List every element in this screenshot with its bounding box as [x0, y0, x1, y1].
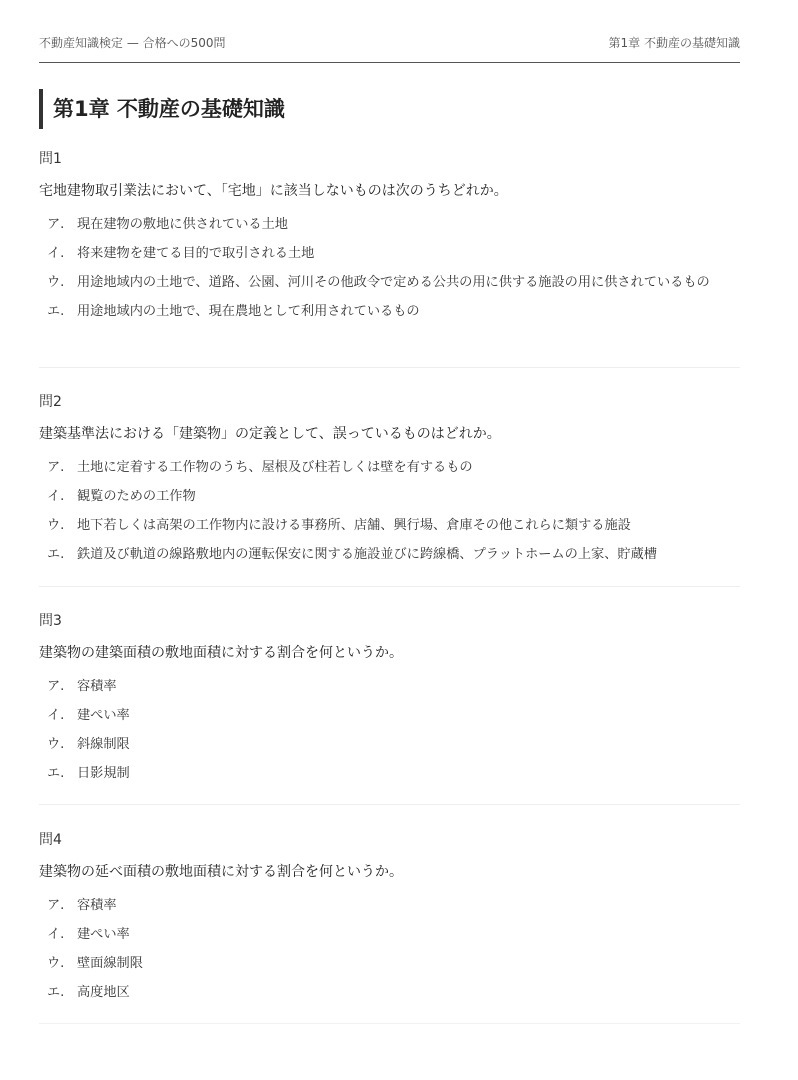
question-text: 宅地建物取引業法において、「宅地」に該当しないものは次のうちどれか。 — [39, 183, 508, 199]
choice-mark: ウ. — [47, 737, 65, 752]
choice-text: 鉄道及び軌道の線路敷地内の運転保安に関する施設並びに跨線橋、プラットホームの上家、貯蔵槽 — [77, 547, 657, 562]
choice-e — [39, 543, 740, 566]
choice-mark: エ. — [47, 985, 65, 1000]
choice-text: 壁面線制限 — [77, 956, 143, 971]
choice-mark: エ. — [47, 304, 65, 319]
question-number: 問4 — [39, 832, 62, 848]
choice-text: 土地に定着する工作物のうち、屋根及び柱若しくは壁を有するもの — [77, 460, 473, 475]
choice-text: 容積率 — [77, 679, 117, 694]
choice-mark: ウ. — [47, 275, 65, 290]
choice-u — [39, 514, 740, 537]
choice-list — [39, 894, 740, 1004]
choice-text: 斜線制限 — [77, 737, 130, 752]
choice-mark: ア. — [47, 460, 65, 475]
choice-mark: エ. — [47, 547, 65, 562]
choice-a — [39, 213, 740, 236]
choice-i — [39, 704, 740, 727]
question-2 — [39, 392, 740, 587]
choice-text: 日影規制 — [77, 766, 130, 781]
choice-a — [39, 894, 740, 917]
choice-mark: イ. — [47, 708, 65, 723]
choice-list — [39, 213, 740, 323]
choice-e — [39, 300, 740, 323]
choice-text: 将来建物を建てる目的で取引される土地 — [77, 246, 315, 261]
choice-text: 容積率 — [77, 898, 117, 913]
choice-text: 用途地域内の土地で、現在農地として利用されているもの — [77, 304, 420, 319]
running-header — [39, 0, 740, 63]
choice-mark: イ. — [47, 927, 65, 942]
choice-mark: イ. — [47, 489, 65, 504]
choice-i — [39, 485, 740, 508]
choice-text: 建ぺい率 — [77, 708, 130, 723]
question-text: 建築物の建築面積の敷地面積に対する割合を何というか。 — [39, 645, 403, 661]
choice-u — [39, 271, 740, 294]
choice-mark: ア. — [47, 217, 65, 232]
running-chapter-title: 第1章 不動産の基礎知識 — [608, 36, 740, 50]
choice-u — [39, 952, 740, 975]
choice-text: 建ぺい率 — [77, 927, 130, 942]
choice-mark: ア. — [47, 679, 65, 694]
question-4 — [39, 830, 740, 1024]
choice-text: 観覧のための工作物 — [77, 489, 196, 504]
choice-text: 用途地域内の土地で、道路、公園、河川その他政令で定める公共の用に供する施設の用に供されているもの — [77, 275, 710, 290]
question-text: 建築物の延べ面積の敷地面積に対する割合を何というか。 — [39, 864, 403, 880]
choice-text: 地下若しくは高架の工作物内に設ける事務所、店舗、興行場、倉庫その他これらに類する施設 — [77, 518, 631, 533]
book-title: 不動産知識検定 — 合格への500問 — [39, 36, 226, 50]
choice-list — [39, 675, 740, 785]
choice-i — [39, 923, 740, 946]
chapter-title: 第1章 不動産の基礎知識 — [39, 89, 285, 129]
choice-text: 現在建物の敷地に供されている土地 — [77, 217, 288, 232]
choice-a — [39, 675, 740, 698]
question-1 — [39, 149, 740, 368]
question-number: 問1 — [39, 151, 62, 167]
choice-mark: ウ. — [47, 518, 65, 533]
choice-mark: ア. — [47, 898, 65, 913]
question-text: 建築基準法における「建築物」の定義として、誤っているものはどれか。 — [39, 426, 501, 442]
choice-e — [39, 762, 740, 785]
question-number: 問3 — [39, 613, 62, 629]
choice-text: 高度地区 — [77, 985, 130, 1000]
choice-e — [39, 981, 740, 1004]
question-number: 問2 — [39, 394, 62, 410]
choice-a — [39, 456, 740, 479]
choice-i — [39, 242, 740, 265]
choice-u — [39, 733, 740, 756]
choice-list — [39, 456, 740, 566]
choice-mark: エ. — [47, 766, 65, 781]
choice-mark: イ. — [47, 246, 65, 261]
choice-mark: ウ. — [47, 956, 65, 971]
question-3 — [39, 611, 740, 805]
